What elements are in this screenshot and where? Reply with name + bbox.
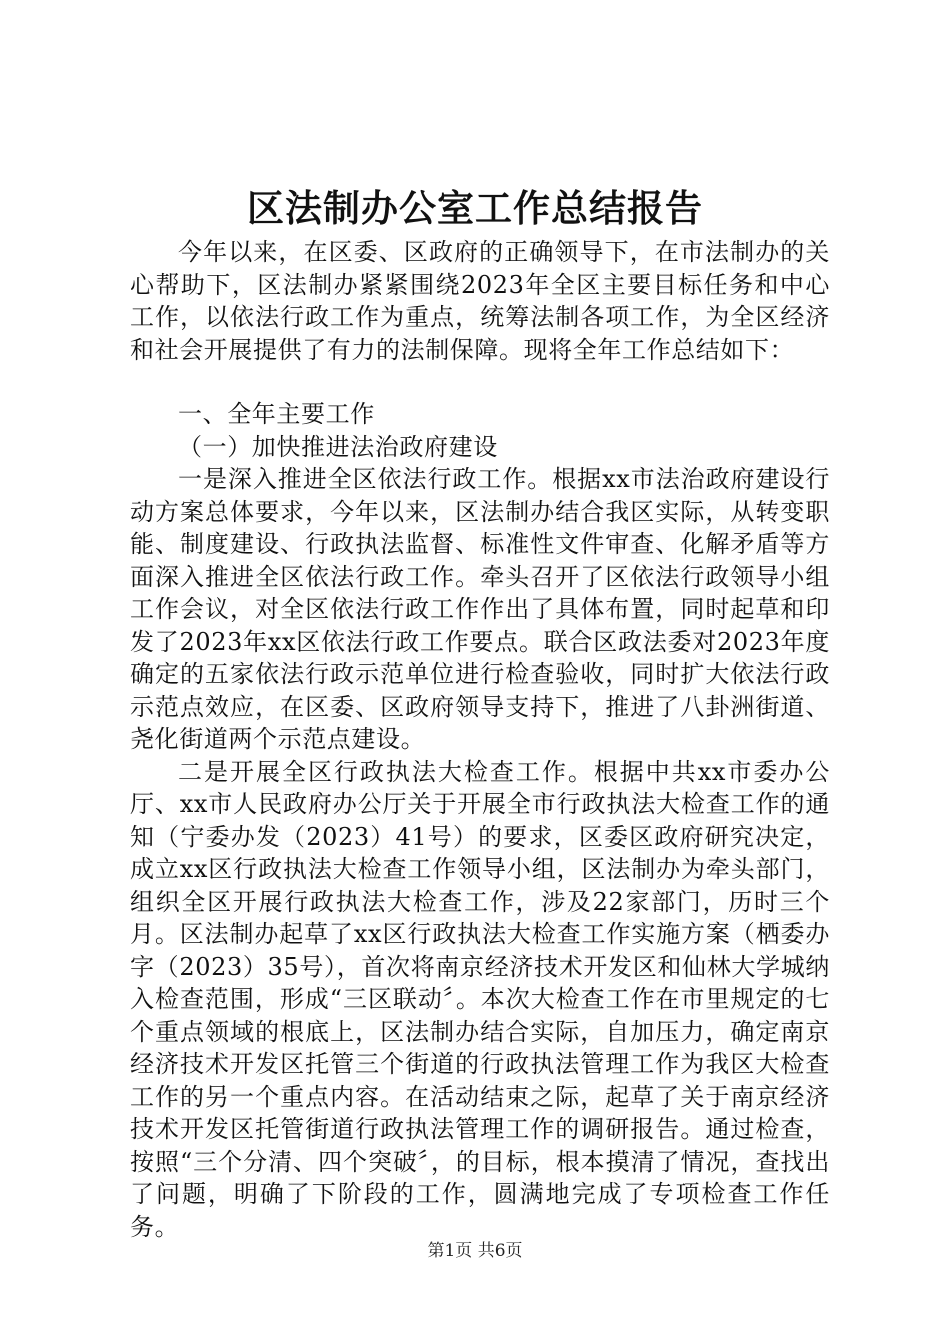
section-heading: 一、全年主要工作 xyxy=(178,400,375,428)
document-body xyxy=(130,236,830,1243)
document-title: 区法制办公室工作总结报告 xyxy=(247,186,703,230)
body-paragraph-1: 一是深入推进全区依法行政工作。根据xx市法治政府建设行动方案总体要求，今年以来，区法制办结合我区实际，从转变职能、制度建设、行政执法监督、标准性文件审查、化解矛盾等方面深入推进全区依法行政工作。牵头召开了区依法行政领导小组工作会议，对全区依法行政工作作出了具体布置，同时起草和印发了2023年xx区依法行政工作要点。联合区政法委对2023年度确定的五家依法行政示范单位进行检查验收，同时扩大依法行政示范点效应，在区委、区政府领导支持下，推进了八卦洲街道、尧化街道两个示范点建设。 xyxy=(130,465,830,753)
intro-paragraph: 今年以来，在区委、区政府的正确领导下，在市法制办的关心帮助下，区法制办紧紧围绕2023年全区主要目标任务和中心工作，以依法行政工作为重点，统筹法制各项工作，为全区经济和社会开展提供了有力的法制保障。现将全年工作总结如下： xyxy=(130,238,830,364)
subsection-heading: （一）加快推进法治政府建设 xyxy=(178,432,498,461)
body-paragraph-2: 二是开展全区行政执法大检查工作。根据中共xx市委办公厅、xx市人民政府办公厅关于开展全市行政执法大检查工作的通知（宁委办发（2023）41号）的要求，区委区政府研究决定，成立xx区行政执法大检查工作领导小组，区法制办为牵头部门，组织全区开展行政执法大检查工作，涉及22家部门，历时三个月。区法制办起草了xx区行政执法大检查工作实施方案（栖委办字（2023）35号），首次将南京经济技术开发区和仙林大学城纳入检查范围，形成“三区联动〞。本次大检查工作在市里规定的七个重点领域的根底上，区法制办结合实际，自加压力，确定南京经济技术开发区托管三个街道的行政执法管理工作为我区大检查工作的另一个重点内容。在活动结束之际，起草了关于南京经济技术开发区托管街道行政执法管理工作的调研报告。通过检查，按照“三个分清、四个突破〞，的目标，根本摸清了情况，查找出了问题，明确了下阶段的工作，圆满地完成了专项检查工作任务。 xyxy=(130,757,830,1241)
page-number-footer: 第1页 共6页 xyxy=(427,1241,523,1261)
